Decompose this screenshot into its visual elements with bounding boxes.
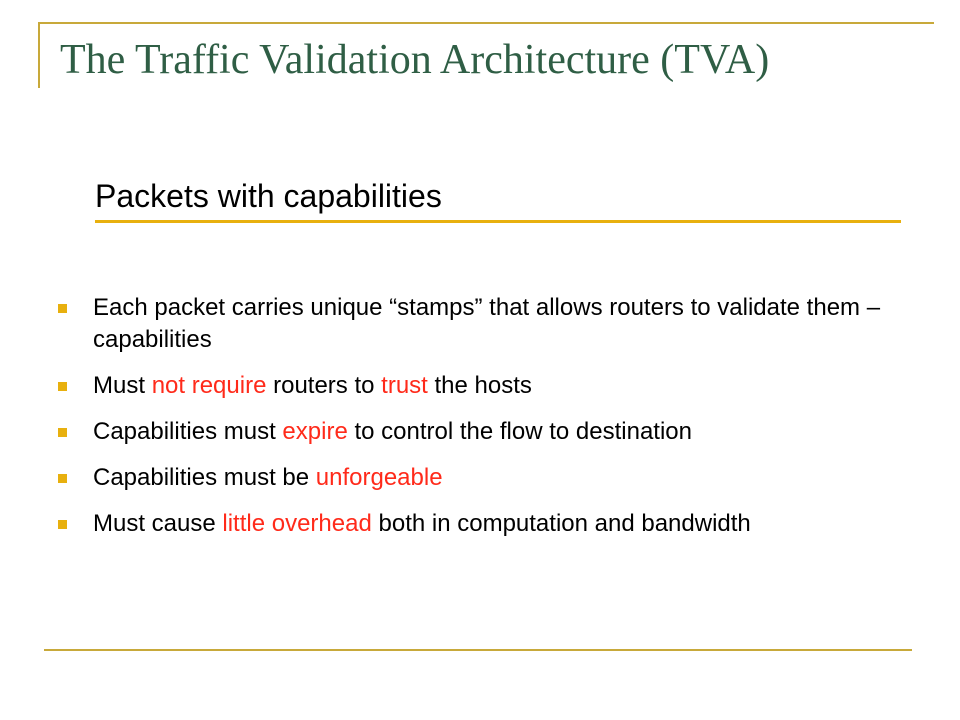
highlighted-text: little overhead	[222, 510, 372, 537]
subheading-underline	[95, 220, 901, 223]
bullet-square-icon	[58, 304, 67, 313]
bullet-square-icon	[58, 428, 67, 437]
bullet-item	[58, 508, 898, 540]
bullet-item	[58, 462, 898, 494]
bullet-item	[58, 292, 898, 356]
highlighted-text: trust	[381, 372, 428, 399]
highlighted-text: expire	[282, 418, 348, 445]
bullet-text	[93, 294, 880, 353]
highlighted-text: unforgeable	[315, 464, 443, 491]
text-segment: Capabilities must	[93, 418, 283, 445]
bullet-square-icon	[58, 474, 67, 483]
frame-bottom-line	[44, 649, 912, 651]
bullet-item	[58, 416, 898, 448]
bullet-square-icon	[58, 382, 67, 391]
text-segment: Must	[93, 372, 152, 399]
bullet-text	[93, 510, 751, 537]
frame-left-line	[38, 22, 40, 88]
text-segment: Each packet carries unique “stamps” that allows routers to validate them – capabilities	[93, 294, 881, 353]
bullet-text	[93, 418, 692, 445]
text-segment: to control the flow to destination	[347, 418, 692, 445]
text-segment: Must cause	[93, 510, 223, 537]
bullet-square-icon	[58, 520, 67, 529]
highlighted-text: not require	[151, 372, 267, 399]
text-segment: routers to	[266, 372, 382, 399]
bullet-item	[58, 370, 898, 402]
bullet-text	[93, 464, 443, 491]
frame-top-line	[38, 22, 934, 24]
text-segment: both in computation and bandwidth	[371, 510, 751, 537]
text-segment: the hosts	[427, 372, 532, 399]
slide-title: The Traffic Validation Architecture (TVA)	[60, 37, 770, 83]
bullet-list	[58, 292, 898, 556]
text-segment: Capabilities must be	[93, 464, 316, 491]
subheading: Packets with capabilities	[95, 178, 442, 214]
bullet-text	[93, 372, 532, 399]
